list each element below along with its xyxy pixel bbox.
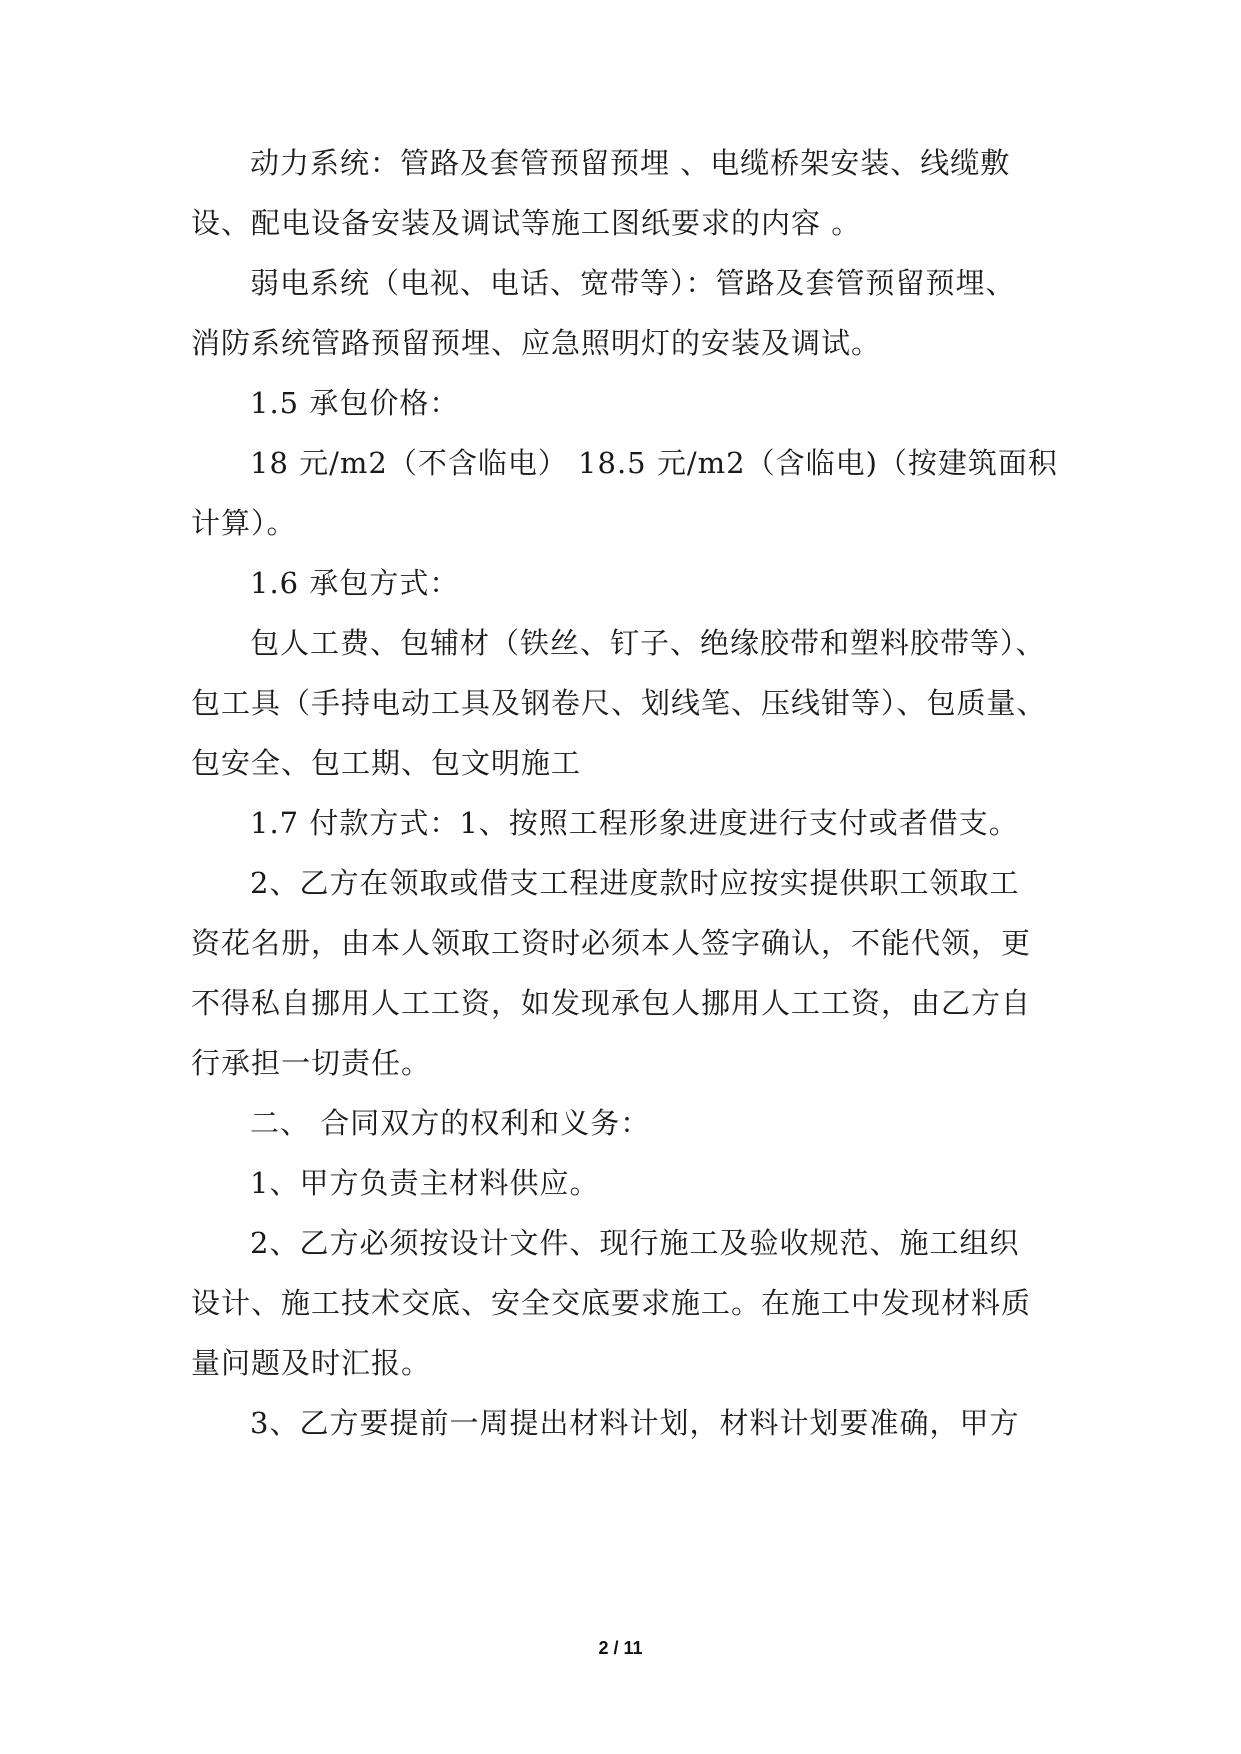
text-line: 设、配电设备安装及调试等施工图纸要求的内容 。 [191,206,862,240]
text-line: 1、甲方负责主材料供应。 [250,1166,600,1200]
text-line: 包工具（手持电动工具及钢卷尺、划线笔、压线钳等）、包质量、 [191,686,1047,720]
text-line: 包人工费、包辅材（铁丝、钉子、绝缘胶带和塑料胶带等）、 [250,626,1046,660]
text-line: 计算）。 [191,506,297,540]
text-line: 资花名册，由本人领取工资时必须本人签字确认，不能代领，更 [191,926,1032,960]
text-line: 动力系统：管路及套管预留预埋 、电缆桥架安装、线缆敷 [250,146,1011,180]
text-line: 消防系统管路预留预埋、应急照明灯的安装及调试。 [191,326,882,360]
text-line: 包安全、包工期、包文明施工 [191,746,582,780]
text-line: 量问题及时汇报。 [191,1346,432,1380]
text-line: 18 元/m2（不含临电） 18.5 元/m2（含临电)（按建筑面积 [250,446,1058,480]
text-line: 弱电系统（电视、电话、宽带等）：管路及套管预留预埋、 [250,266,1016,300]
text-line: 1.5 承包价格： [250,386,460,420]
text-line: 设计、施工技术交底、安全交底要求施工。在施工中发现材料质 [191,1286,1032,1320]
text-line: 行承担一切责任。 [191,1046,432,1080]
text-line: 1.6 承包方式： [250,566,460,600]
text-line: 2、乙方必须按设计文件、现行施工及验收规范、施工组织 [250,1226,1020,1260]
text-line: 2、乙方在领取或借支工程进度款时应按实提供职工领取工 [250,866,1020,900]
text-line: 1.7 付款方式：1、按照工程形象进度进行支付或者借支。 [250,806,1019,840]
page-number: 2 / 11 [598,1638,643,1658]
section-heading: 二、 合同双方的权利和义务： [250,1106,651,1140]
text-line: 3、乙方要提前一周提出材料计划，材料计划要准确，甲方 [250,1406,1020,1440]
text-line: 不得私自挪用人工工资，如发现承包人挪用人工工资，由乙方自 [191,986,1032,1020]
